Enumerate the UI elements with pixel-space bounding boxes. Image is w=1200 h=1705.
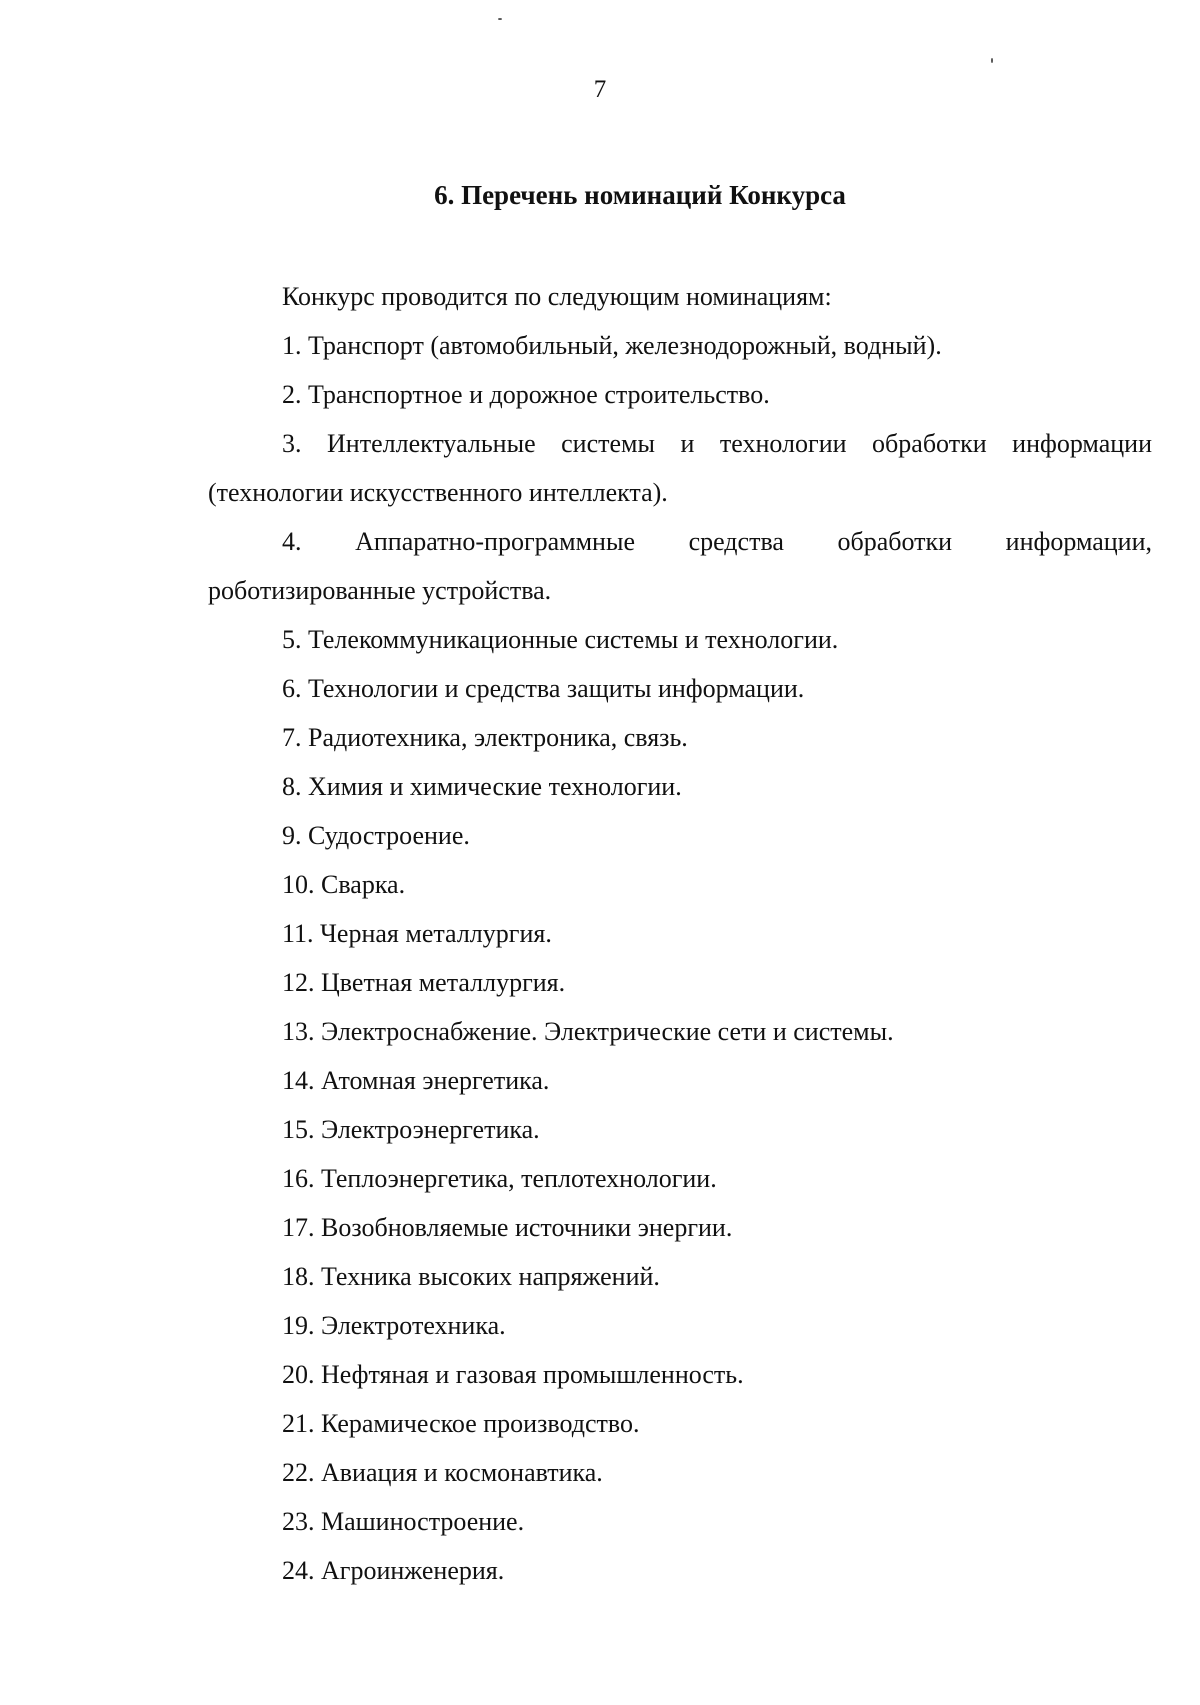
scan-speck bbox=[991, 58, 993, 63]
list-item: 6. Технологии и средства защиты информации. bbox=[282, 674, 805, 703]
list-item: 1. Транспорт (автомобильный, железнодорожный, водный). bbox=[282, 331, 942, 360]
section-title: 6. Перечень номинаций Конкурса bbox=[434, 180, 846, 210]
list-item: 24. Агроинженерия. bbox=[282, 1556, 505, 1585]
list-item: 17. Возобновляемые источники энергии. bbox=[282, 1213, 733, 1242]
list-item: 2. Транспортное и дорожное строительство. bbox=[282, 380, 770, 409]
list-item: 22. Авиация и космонавтика. bbox=[282, 1458, 603, 1487]
list-item: 9. Судостроение. bbox=[282, 821, 470, 850]
list-item: 13. Электроснабжение. Электрические сети и системы. bbox=[282, 1017, 894, 1046]
scan-speck bbox=[498, 18, 502, 20]
list-item: 19. Электротехника. bbox=[282, 1311, 506, 1340]
list-item: 20. Нефтяная и газовая промышленность. bbox=[282, 1360, 744, 1389]
list-item: 12. Цветная металлургия. bbox=[282, 968, 566, 997]
list-item: 18. Техника высоких напряжений. bbox=[282, 1262, 660, 1291]
list-item: 3. Интеллектуальные системы и технологии обработки информации (технологии искусственного интеллекта). bbox=[208, 429, 1152, 507]
nominations-body bbox=[208, 272, 1152, 1595]
page-number: 7 bbox=[593, 76, 607, 103]
intro-line: Конкурс проводится по следующим номинациям: bbox=[282, 282, 832, 311]
list-item: 14. Атомная энергетика. bbox=[282, 1066, 550, 1095]
list-item: 15. Электроэнергетика. bbox=[282, 1115, 540, 1144]
list-item: 16. Теплоэнергетика, теплотехнологии. bbox=[282, 1164, 717, 1193]
list-item: 11. Черная металлургия. bbox=[282, 919, 552, 948]
list-item: 21. Керамическое производство. bbox=[282, 1409, 640, 1438]
list-item: 4. Аппаратно-программные средства обработки информации, роботизированные устройства. bbox=[208, 527, 1152, 605]
list-item: 10. Сварка. bbox=[282, 870, 406, 899]
list-item: 8. Химия и химические технологии. bbox=[282, 772, 682, 801]
list-item: 7. Радиотехника, электроника, связь. bbox=[282, 723, 688, 752]
list-item: 5. Телекоммуникационные системы и технологии. bbox=[282, 625, 839, 654]
list-item: 23. Машиностроение. bbox=[282, 1507, 525, 1536]
